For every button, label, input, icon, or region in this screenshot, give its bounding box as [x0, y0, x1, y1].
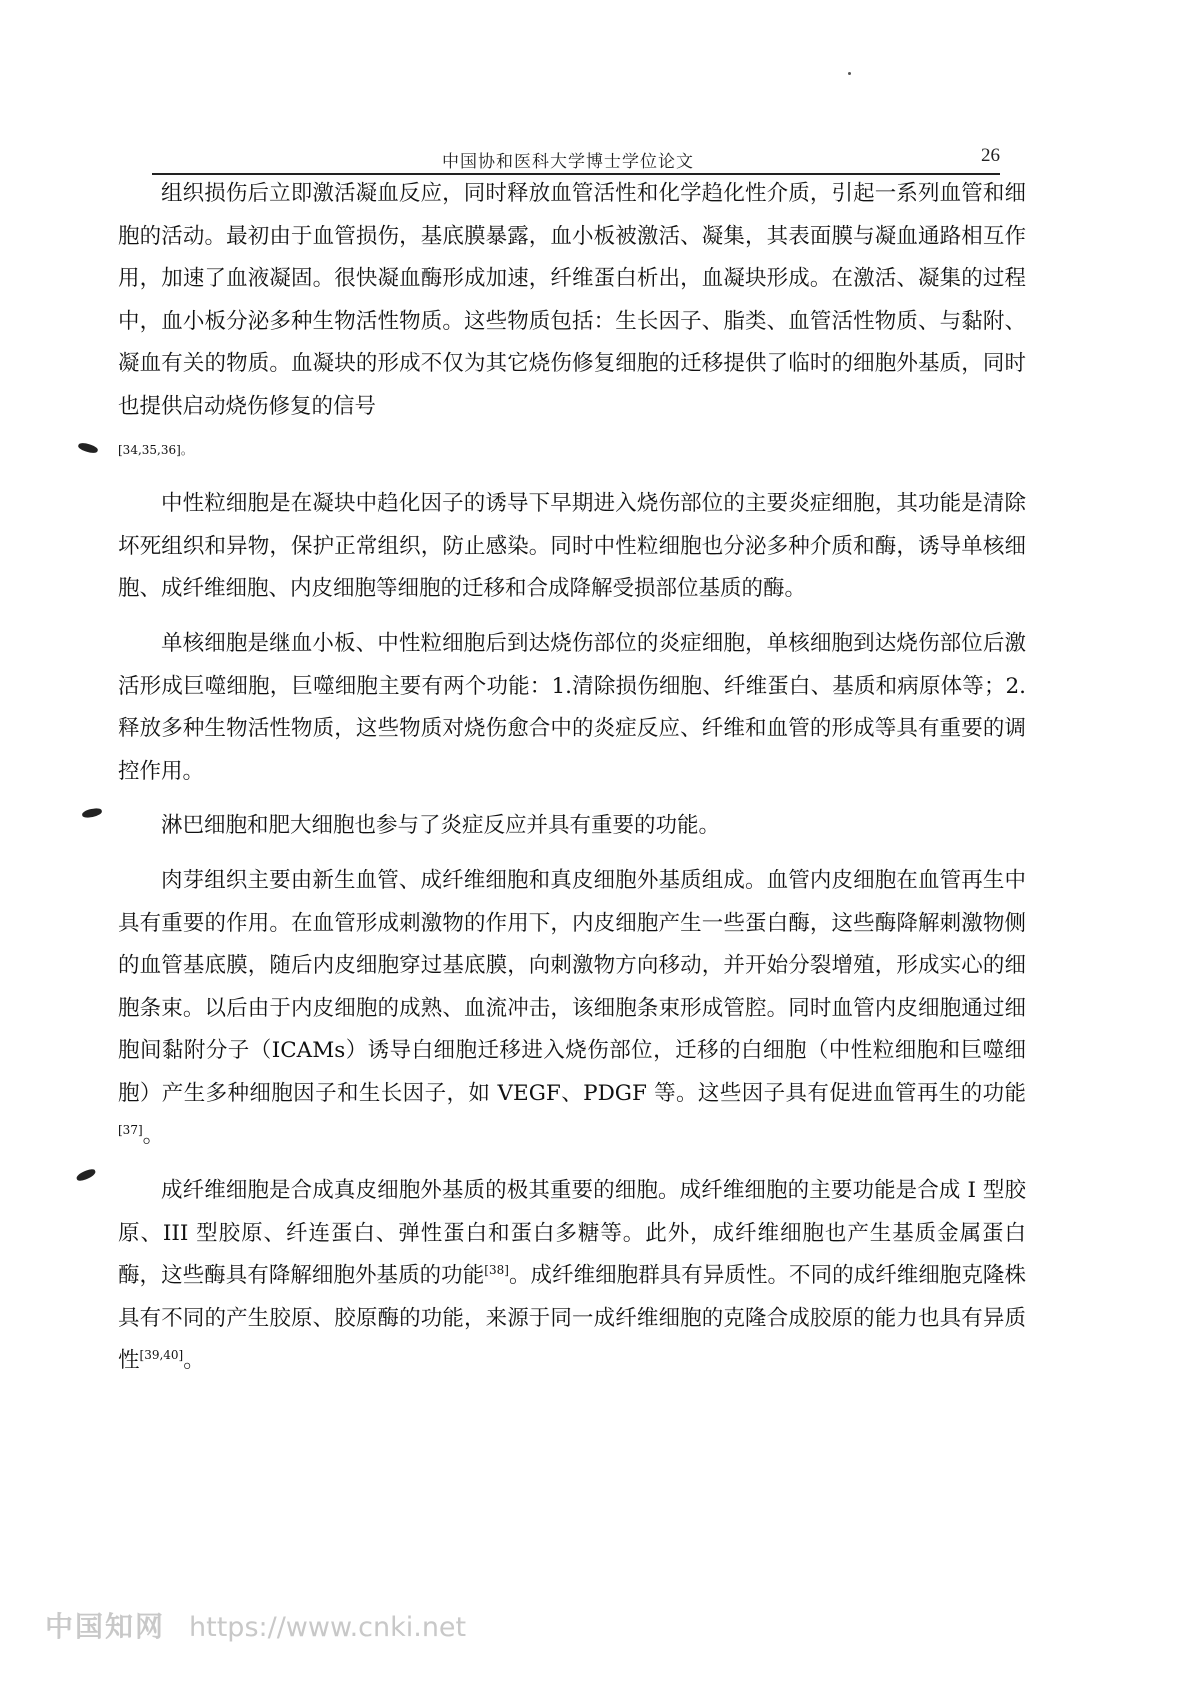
scan-dot: [848, 72, 851, 75]
paragraph-text: 。成纤维细胞群具有异质性。不同的成纤维细胞克隆株具有不同的产生胶原、胶原酶的功能，来源于同一成纤维细胞的克隆合成胶原的能力也具有异质性: [118, 1263, 1026, 1374]
paragraph-end: 。: [142, 1123, 165, 1149]
citation: [34,35,36]: [118, 442, 181, 457]
header-title: 中国协和医科大学博士学位论文: [442, 152, 694, 172]
watermark-logo: 中国知网: [45, 1610, 166, 1643]
page-number: 26: [981, 145, 1000, 166]
scan-mark: [77, 441, 98, 455]
paragraph-text: 成纤维细胞是合成真皮细胞外基质的极其重要的细胞。成纤维细胞的主要功能是合成 I 型胶原、III 型胶原、纤连蛋白、弹性蛋白和蛋白多糖等。此外，成纤维细胞也产生基质金属蛋白酶，这些酶具有降解细胞外基质的功能: [118, 1178, 1026, 1289]
paragraph-granulation: [118, 860, 1026, 1158]
watermark: [45, 1605, 466, 1645]
paragraph-end: 。: [183, 1348, 205, 1374]
citation: [39,40]: [139, 1348, 184, 1363]
paragraph-text: 淋巴细胞和肥大细胞也参与了炎症反应并具有重要的功能。: [161, 813, 721, 839]
paragraph-monocyte: [118, 623, 1026, 793]
citation-line: [118, 429, 1026, 472]
paragraph-fibroblast: [118, 1170, 1026, 1383]
paragraph-text: 中性粒细胞是在凝块中趋化因子的诱导下早期进入烧伤部位的主要炎症细胞，其功能是清除坏死组织和异物，保护正常组织，防止感染。同时中性粒细胞也分泌多种介质和酶，诱导单核细胞、成纤维细胞、内皮细胞等细胞的迁移和合成降解受损部位基质的酶。: [118, 491, 1026, 602]
body-text: [118, 173, 1026, 1383]
paragraph-end: 。: [180, 442, 193, 457]
citation: [38]: [484, 1263, 509, 1278]
watermark-url: https://www.cnki.net: [189, 1612, 467, 1643]
paragraph-neutrophil: [118, 483, 1026, 611]
running-header: [152, 143, 1000, 175]
paragraph-coagulation: [118, 173, 1026, 429]
scan-mark: [81, 807, 102, 818]
citation: [37]: [118, 1123, 143, 1138]
scan-mark: [75, 1168, 97, 1183]
paragraph-lymphocyte: [118, 805, 1026, 848]
paragraph-text: 单核细胞是继血小板、中性粒细胞后到达烧伤部位的炎症细胞，单核细胞到达烧伤部位后激活形成巨噬细胞，巨噬细胞主要有两个功能：1.清除损伤细胞、纤维蛋白、基质和病原体等；2.释放多种生物活性物质，这些物质对烧伤愈合中的炎症反应、纤维和血管的形成等具有重要的调控作用。: [118, 630, 1026, 784]
paragraph-text: 组织损伤后立即激活凝血反应，同时释放血管活性和化学趋化性介质，引起一系列血管和细胞的活动。最初由于血管损伤，基底膜暴露，血小板被激活、凝集，其表面膜与凝血通路相互作用，加速了血液凝固。很快凝血酶形成加速，纤维蛋白析出，血凝块形成。在激活、凝集的过程中，血小板分泌多种生物活性物质。这些物质包括：生长因子、脂类、血管活性物质、与黏附、凝血有关的物质。血凝块的形成不仅为其它烧伤修复细胞的迁移提供了临时的细胞外基质，同时也提供启动烧伤修复的信号: [118, 181, 1026, 419]
paragraph-text: 肉芽组织主要由新生血管、成纤维细胞和真皮细胞外基质组成。血管内皮细胞在血管再生中具有重要的作用。在血管形成刺激物的作用下，内皮细胞产生一些蛋白酶，这些酶降解刺激物侧的血管基底膜，随后内皮细胞穿过基底膜，向刺激物方向移动，并开始分裂增殖，形成实心的细胞条束。以后由于内皮细胞的成熟、血流冲击，该细胞条束形成管腔。同时血管内皮细胞通过细胞间黏附分子（ICAMs）诱导白细胞迁移进入烧伤部位，迁移的白细胞（中性粒细胞和巨噬细胞）产生多种细胞因子和生长因子，如 VEGF、PDGF 等。这些因子具有促进血管再生的功能: [118, 867, 1026, 1106]
